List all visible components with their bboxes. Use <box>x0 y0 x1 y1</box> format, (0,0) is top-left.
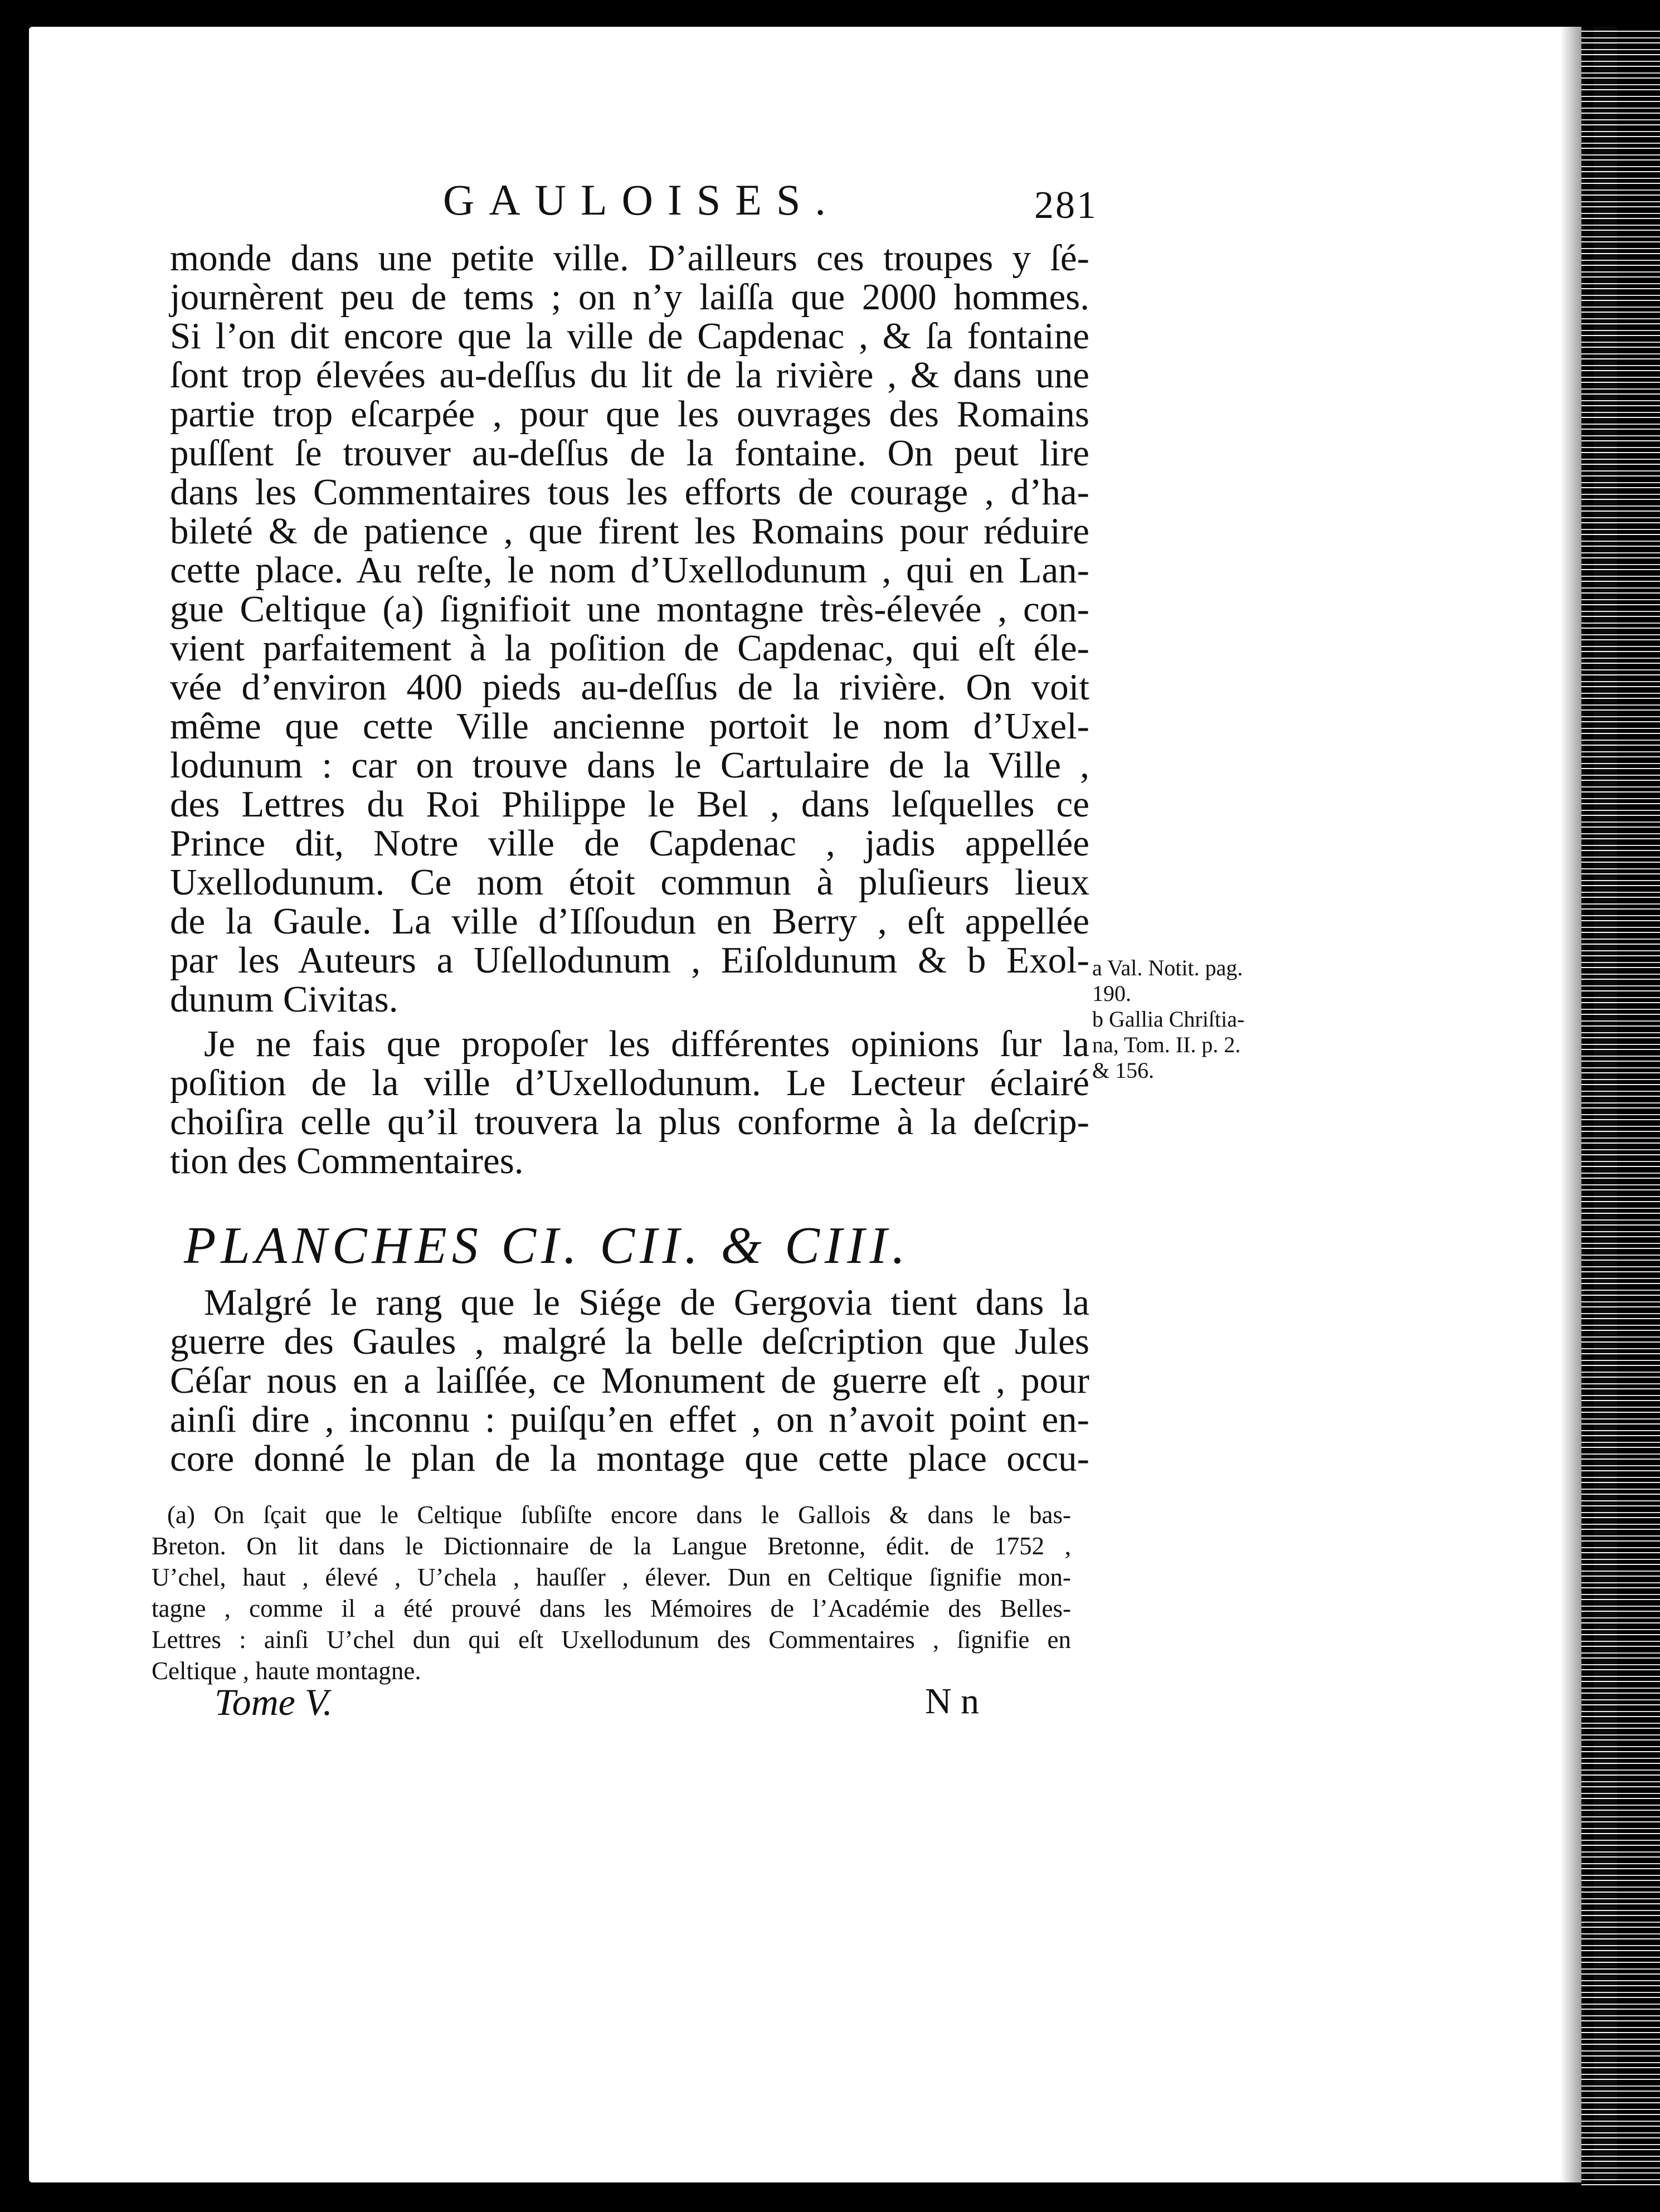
text-line: partie trop eſcarpée , pour que les ouvrages des Romains <box>170 393 1089 435</box>
text-line: vée d’environ 400 pieds au-deſſus de la rivière. On voit <box>170 667 1089 708</box>
text-line: vient parfaitement à la poſition de Capdenac, qui eſt éle- <box>170 628 1089 669</box>
margin-note: & 156. <box>1092 1058 1155 1083</box>
text-line: Uxellodunum. Ce nom étoit commun à pluſieurs lieux <box>170 862 1089 903</box>
text-line: même que cette Ville ancienne portoit le nom d’Uxel- <box>170 706 1089 747</box>
text-line: gue Celtique (a) ſignifioit une montagne très-élevée , con- <box>170 589 1089 630</box>
text-line: core donné le plan de la montage que cette place occu- <box>170 1438 1089 1479</box>
page-edge <box>1581 27 1660 2189</box>
footnote-line: Breton. On lit dans le Dictionnaire de la Langue Bretonne, édit. de 1752 , <box>152 1532 1071 1560</box>
text-line: dunum Civitas. <box>170 979 398 1020</box>
text-line: Prince dit, Notre ville de Capdenac , jadis appellée <box>170 823 1089 864</box>
margin-note: b Gallia Chriſtia- <box>1092 1007 1245 1032</box>
text-line: lodunum : car on trouve dans le Cartulaire de la Ville , <box>170 745 1089 786</box>
footnote-line: (a) On ſçait que le Celtique ſubſiſte encore dans le Gallois & dans le bas- <box>167 1501 1071 1529</box>
text-line: tion des Commentaires. <box>170 1140 524 1182</box>
text-line: Céſar nous en a laiſſée, ce Monument de guerre eſt , pour <box>170 1360 1089 1401</box>
section-heading: PLANCHES CI. CII. & CIII. <box>184 1217 911 1275</box>
text-line: cette place. Au reſte, le nom d’Uxellodunum , qui en Lan- <box>170 550 1089 591</box>
text-line: Je ne fais que propoſer les différentes opinions ſur la <box>204 1023 1089 1064</box>
text-line: par les Auteurs a Uſellodunum , Eiſoldunum & b Exol- <box>170 940 1089 981</box>
text-line: bileté & de patience , que firent les Romains pour réduire <box>170 511 1089 552</box>
footnote-line: tagne , comme il a été prouvé dans les Mémoires de l’Académie des Belles- <box>152 1594 1071 1622</box>
footnote-line: Lettres : ainſi U’chel dun qui eſt Uxellodunum des Commentaires , ſignifie en <box>152 1626 1071 1654</box>
footnote-line: Celtique , haute montagne. <box>152 1657 421 1685</box>
text-line: Malgré le rang que le Siége de Gergovia tient dans la <box>204 1282 1089 1323</box>
text-line: des Lettres du Roi Philippe le Bel , dans leſquelles ce <box>170 784 1089 825</box>
text-line: de la Gaule. La ville d’Iſſoudun en Berry , eſt appellée <box>170 901 1089 942</box>
signature-mark: N n <box>925 1681 980 1722</box>
text-line: puſſent ſe trouver au-deſſus de la fontaine. On peut lire <box>170 432 1089 474</box>
text-line: monde dans une petite ville. D’ailleurs ces troupes y ſé- <box>170 237 1089 279</box>
text-line: dans les Commentaires tous les efforts de courage , d’ha- <box>170 471 1089 513</box>
volume-label: Tome V. <box>215 1681 333 1723</box>
text-line: guerre des Gaules , malgré la belle deſcription que Jules <box>170 1321 1089 1362</box>
page-number: 281 <box>1034 184 1098 227</box>
text-line: journèrent peu de tems ; on n’y laiſſa que 2000 hommes. <box>170 276 1089 318</box>
margin-note: na, Tom. II. p. 2. <box>1092 1032 1241 1057</box>
text-line: choiſira celle qu’il trouvera la plus conforme à la deſcrip- <box>170 1101 1089 1143</box>
margin-note: a Val. Notit. pag. <box>1092 955 1243 980</box>
margin-note: 190. <box>1092 981 1131 1006</box>
running-title: GAULOISES. <box>443 176 840 224</box>
text-line: ainſi dire , inconnu : puiſqu’en effet , on n’avoit point en- <box>170 1399 1089 1440</box>
text-line: ſont trop élevées au-deſſus du lit de la rivière , & dans une <box>170 354 1089 396</box>
text-line: Si l’on dit encore que la ville de Capdenac , & ſa fontaine <box>170 315 1089 357</box>
footnote-line: U’chel, haut , élevé , U’chela , hauſſer , élever. Dun en Celtique ſignifie mon- <box>152 1563 1071 1591</box>
text-line: poſition de la ville d’Uxellodunum. Le Lecteur éclairé <box>170 1062 1089 1103</box>
